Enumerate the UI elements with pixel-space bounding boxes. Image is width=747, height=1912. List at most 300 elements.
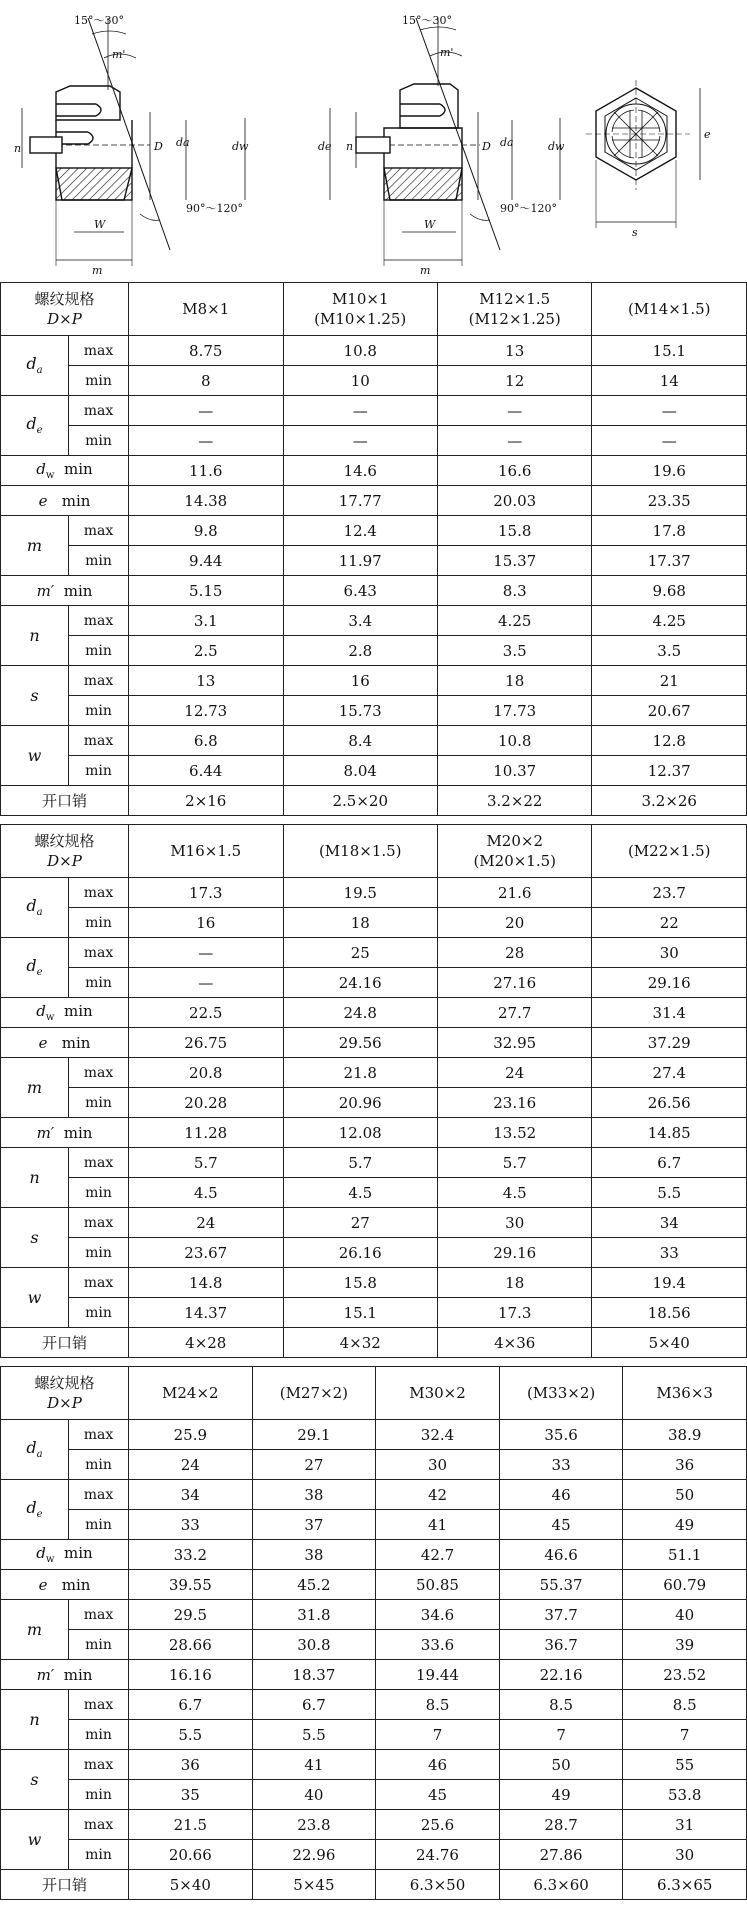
table-cell: — <box>283 426 437 456</box>
table-cell: 11.6 <box>129 456 283 486</box>
spec-header: M20×2 (M20×1.5) <box>437 825 591 878</box>
table-cell: 11.97 <box>283 546 437 576</box>
table-cell: 20.96 <box>283 1088 437 1118</box>
table-cell: 6.7 <box>592 1148 747 1178</box>
table-cell: 37 <box>252 1510 376 1540</box>
row-label-m: m <box>1 516 69 576</box>
table-cell: — <box>129 968 283 998</box>
table-cell: 31.4 <box>592 998 747 1028</box>
table-row <box>1 1208 747 1238</box>
sub-label: max <box>69 516 129 546</box>
table-cell: 24 <box>129 1208 283 1238</box>
table-cell: 30 <box>376 1450 500 1480</box>
sub-label: max <box>69 1058 129 1088</box>
table-cell: 17.3 <box>437 1298 591 1328</box>
table-cell: 20.67 <box>592 696 747 726</box>
table-cell: 53.8 <box>623 1780 747 1810</box>
table-cell: 36 <box>623 1450 747 1480</box>
row-label-dw: $d_w$ min <box>1 456 129 486</box>
row-label-da: $d_a$ <box>1 336 69 396</box>
sub-label: max <box>69 1480 129 1510</box>
table-cell: 37.29 <box>592 1028 747 1058</box>
sub-label: max <box>69 1268 129 1298</box>
table-cell: 38 <box>252 1480 376 1510</box>
table-cell: 21 <box>592 666 747 696</box>
table-cell: 26.16 <box>283 1238 437 1268</box>
table-cell: 46 <box>499 1480 623 1510</box>
spec-header: M30×2 <box>376 1367 500 1420</box>
table-cell: 20.03 <box>437 486 591 516</box>
sub-label: max <box>69 1690 129 1720</box>
table-cell: 49 <box>623 1510 747 1540</box>
table-cell: 34 <box>592 1208 747 1238</box>
table-cell: 5.7 <box>283 1148 437 1178</box>
table-cell: 19.44 <box>376 1660 500 1690</box>
table-cell: 22.16 <box>499 1660 623 1690</box>
table-cell: 29.16 <box>437 1238 591 1268</box>
table-cell: 2.5 <box>129 636 283 666</box>
table-cell: 8.4 <box>283 726 437 756</box>
table-cell: 45.2 <box>252 1570 376 1600</box>
table-row <box>1 1328 747 1358</box>
table-cell: 17.8 <box>592 516 747 546</box>
table-row <box>1 1750 747 1780</box>
table-cell: 8 <box>129 366 283 396</box>
spec-header: M24×2 <box>129 1367 253 1420</box>
table-cell: 18.56 <box>592 1298 747 1328</box>
header-label: 螺纹规格 D×P <box>1 1367 129 1420</box>
table-cell: 3.4 <box>283 606 437 636</box>
row-label-e: e min <box>1 486 129 516</box>
table-cell: 17.37 <box>592 546 747 576</box>
row-label-de: $d_e$ <box>1 938 69 998</box>
table-row <box>1 666 747 696</box>
table-cell: 4.5 <box>283 1178 437 1208</box>
table-cell: 26.75 <box>129 1028 283 1058</box>
table-cell: 14 <box>592 366 747 396</box>
table-cell: 5.5 <box>252 1720 376 1750</box>
table-row <box>1 878 747 908</box>
table-cell: 4.5 <box>129 1178 283 1208</box>
header-label <box>1 283 129 336</box>
row-label-m-prime: m′ min <box>1 576 129 606</box>
label-W-1: W <box>94 218 106 231</box>
table-row <box>1 1570 747 1600</box>
table-cell: 4.5 <box>437 1178 591 1208</box>
label-s-3: s <box>632 226 638 239</box>
table-cell: 29.5 <box>129 1600 253 1630</box>
table-cell: 24 <box>437 1058 591 1088</box>
table-row <box>1 1268 747 1298</box>
table-cell: 8.5 <box>376 1690 500 1720</box>
row-label-e: e min <box>1 1570 129 1600</box>
table-cell: 5×40 <box>592 1328 747 1358</box>
table-cell: 5.7 <box>129 1148 283 1178</box>
sub-label: min <box>69 756 129 786</box>
table-cell: 27.16 <box>437 968 591 998</box>
sub-label: min <box>69 636 129 666</box>
table-cell: 46.6 <box>499 1540 623 1570</box>
table-row <box>1 1810 747 1840</box>
table-cell: 2.5×20 <box>283 786 437 816</box>
table-cell: 33 <box>592 1238 747 1268</box>
table-cell: 12.8 <box>592 726 747 756</box>
row-label-s: s <box>1 1208 69 1268</box>
row-label-n: n <box>1 1690 69 1750</box>
table-row <box>1 1630 747 1660</box>
table-row <box>1 576 747 606</box>
table-cell: 18 <box>437 666 591 696</box>
table-row <box>1 908 747 938</box>
row-label-da: $d_a$ <box>1 1420 69 1480</box>
table-cell: 33.6 <box>376 1630 500 1660</box>
spec-header: M36×3 <box>623 1367 747 1420</box>
table-cell: 3.5 <box>437 636 591 666</box>
table-cell: 42.7 <box>376 1540 500 1570</box>
table-cell: 28.66 <box>129 1630 253 1660</box>
table-cell: 8.04 <box>283 756 437 786</box>
label-e-3: e <box>704 128 711 141</box>
table-cell: 17.73 <box>437 696 591 726</box>
table-cell: 27.86 <box>499 1840 623 1870</box>
spec-header: (M27×2) <box>252 1367 376 1420</box>
table-cell: 45 <box>376 1780 500 1810</box>
header-label: 螺纹规格 D×P <box>1 825 129 878</box>
table-cell: 9.68 <box>592 576 747 606</box>
table-row <box>1 1780 747 1810</box>
row-label-s: s <box>1 1750 69 1810</box>
table-cell: 13 <box>129 666 283 696</box>
table-row <box>1 336 747 366</box>
sub-label: min <box>69 426 129 456</box>
sub-label: min <box>69 1298 129 1328</box>
table-cell: 14.6 <box>283 456 437 486</box>
table-row <box>1 786 747 816</box>
table-row <box>1 1600 747 1630</box>
table-cell: 6.7 <box>129 1690 253 1720</box>
table-cell: 6.44 <box>129 756 283 786</box>
table-cell: 17.77 <box>283 486 437 516</box>
table-cell: 51.1 <box>623 1540 747 1570</box>
table-cell: 5.15 <box>129 576 283 606</box>
spec-table-3 <box>0 1366 747 1900</box>
table-cell: 19.6 <box>592 456 747 486</box>
table-cell: 35 <box>129 1780 253 1810</box>
table-row <box>1 636 747 666</box>
table-cell: 34.6 <box>376 1600 500 1630</box>
header-row <box>1 1367 747 1420</box>
table-cell: 23.52 <box>623 1660 747 1690</box>
table-cell: 7 <box>499 1720 623 1750</box>
table-cell: 36.7 <box>499 1630 623 1660</box>
label-n-1: n <box>14 142 22 155</box>
table-row <box>1 1840 747 1870</box>
table-cell: 23.8 <box>252 1810 376 1840</box>
table-cell: 7 <box>623 1720 747 1750</box>
table-cell: 36 <box>129 1750 253 1780</box>
table-cell: 23.7 <box>592 878 747 908</box>
table-cell: 24.8 <box>283 998 437 1028</box>
table-cell: 35.6 <box>499 1420 623 1450</box>
table-cell: 3.1 <box>129 606 283 636</box>
label-dw-2: dw <box>548 140 565 153</box>
table-row <box>1 998 747 1028</box>
row-label-dw: $d_w$ min <box>1 1540 129 1570</box>
row-label-n: n <box>1 606 69 666</box>
sub-label: min <box>69 1780 129 1810</box>
spec-header: (M22×1.5) <box>592 825 747 878</box>
table-cell: 14.37 <box>129 1298 283 1328</box>
table-cell: 12.73 <box>129 696 283 726</box>
sub-label: min <box>69 1088 129 1118</box>
table-cell: 15.8 <box>283 1268 437 1298</box>
table-cell: 2×16 <box>129 786 283 816</box>
table-row <box>1 1510 747 1540</box>
sub-label: max <box>69 606 129 636</box>
sub-label: max <box>69 1750 129 1780</box>
table-cell: 9.44 <box>129 546 283 576</box>
table-row <box>1 1178 747 1208</box>
label-W-2: W <box>424 218 436 231</box>
table-row <box>1 696 747 726</box>
table-cell: 29.1 <box>252 1420 376 1450</box>
table-cell: 16.16 <box>129 1660 253 1690</box>
table-cell: 28.7 <box>499 1810 623 1840</box>
table-cell: 24 <box>129 1450 253 1480</box>
table-cell: 17.3 <box>129 878 283 908</box>
table-cell: 20.66 <box>129 1840 253 1870</box>
table-cell: 10.8 <box>437 726 591 756</box>
table-row <box>1 1720 747 1750</box>
sub-label: min <box>69 1840 129 1870</box>
table-cell: 55 <box>623 1750 747 1780</box>
spec-header: M8×1 <box>129 283 283 336</box>
label-m-prime-2: m' <box>440 46 454 59</box>
table-cell: — <box>437 396 591 426</box>
label-angle-bottom-1: 90°～120° <box>186 202 243 215</box>
table-row <box>1 1690 747 1720</box>
table-row <box>1 486 747 516</box>
table-cell: 33 <box>129 1510 253 1540</box>
label-m-prime-1: m' <box>112 48 126 61</box>
table-row <box>1 1480 747 1510</box>
label-m-2: m <box>420 264 431 277</box>
table-cell: 42 <box>376 1480 500 1510</box>
spec-header: (M18×1.5) <box>283 825 437 878</box>
table-cell: 41 <box>376 1510 500 1540</box>
nut-drawings <box>0 0 747 280</box>
sub-label: min <box>69 546 129 576</box>
table-cell: 38 <box>252 1540 376 1570</box>
table-cell: 8.5 <box>499 1690 623 1720</box>
sub-label: max <box>69 1420 129 1450</box>
row-label-de: $d_e$ <box>1 1480 69 1540</box>
sub-label: min <box>69 968 129 998</box>
row-label-w: w <box>1 1268 69 1328</box>
table-cell: 27 <box>252 1450 376 1480</box>
table-cell: 14.85 <box>592 1118 747 1148</box>
table-row <box>1 396 747 426</box>
table-cell: 6.3×50 <box>376 1870 500 1900</box>
table-cell: 27 <box>283 1208 437 1238</box>
table-cell: 16 <box>129 908 283 938</box>
table-cell: 6.43 <box>283 576 437 606</box>
table-cell: 11.28 <box>129 1118 283 1148</box>
row-label-m-prime: m′ min <box>1 1660 129 1690</box>
table-cell: 4×32 <box>283 1328 437 1358</box>
row-label-m: m <box>1 1600 69 1660</box>
sub-label: max <box>69 396 129 426</box>
table-cell: 38.9 <box>623 1420 747 1450</box>
table-row <box>1 546 747 576</box>
table-cell: 55.37 <box>499 1570 623 1600</box>
header-row <box>1 825 747 878</box>
table-cell: 2.8 <box>283 636 437 666</box>
spec-header: (M33×2) <box>499 1367 623 1420</box>
table-row <box>1 968 747 998</box>
row-label-w: w <box>1 726 69 786</box>
sub-label: min <box>69 1510 129 1540</box>
row-label-w: w <box>1 1810 69 1870</box>
table-cell: 20.8 <box>129 1058 283 1088</box>
table-row <box>1 1148 747 1178</box>
sub-label: min <box>69 908 129 938</box>
table-cell: 5×40 <box>129 1870 253 1900</box>
table-row <box>1 1660 747 1690</box>
drawing-top-view <box>586 80 700 228</box>
table-cell: 28 <box>437 938 591 968</box>
table-cell: 18.37 <box>252 1660 376 1690</box>
table-cell: 5.5 <box>129 1720 253 1750</box>
table-cell: 12.4 <box>283 516 437 546</box>
row-label-e: e min <box>1 1028 129 1058</box>
table-row <box>1 1298 747 1328</box>
table-cell: 22 <box>592 908 747 938</box>
table-cell: 6.3×60 <box>499 1870 623 1900</box>
table-cell: 4×36 <box>437 1328 591 1358</box>
sub-label: min <box>69 366 129 396</box>
table-cell: 7 <box>376 1720 500 1750</box>
row-label-pin: 开口销 <box>1 1328 129 1358</box>
sub-label: max <box>69 878 129 908</box>
label-dw-1: dw <box>232 140 249 153</box>
table-row <box>1 1450 747 1480</box>
table-cell: — <box>437 426 591 456</box>
sub-label: max <box>69 336 129 366</box>
table-cell: 5.5 <box>592 1178 747 1208</box>
table-row <box>1 1420 747 1450</box>
table-row <box>1 1058 747 1088</box>
table-row <box>1 1088 747 1118</box>
table-cell: 30 <box>437 1208 591 1238</box>
table-cell: 25.6 <box>376 1810 500 1840</box>
table-cell: 60.79 <box>623 1570 747 1600</box>
table-cell: 21.8 <box>283 1058 437 1088</box>
sub-label: min <box>69 696 129 726</box>
table-cell: 27.7 <box>437 998 591 1028</box>
table-cell: 50.85 <box>376 1570 500 1600</box>
label-angle-top-2: 15°～30° <box>402 14 452 27</box>
table-cell: 18 <box>283 908 437 938</box>
sub-label: max <box>69 1208 129 1238</box>
table-cell: 26.56 <box>592 1088 747 1118</box>
table-row <box>1 1540 747 1570</box>
spec-header: M12×1.5 (M12×1.25) <box>437 283 591 336</box>
table-row <box>1 456 747 486</box>
table-cell: 15.73 <box>283 696 437 726</box>
table-cell: 12.37 <box>592 756 747 786</box>
table-cell: 45 <box>499 1510 623 1540</box>
row-label-pin: 开口销 <box>1 786 129 816</box>
table-cell: 16.6 <box>437 456 591 486</box>
sub-label: max <box>69 1810 129 1840</box>
table-cell: 39 <box>623 1630 747 1660</box>
table-cell: 31.8 <box>252 1600 376 1630</box>
sub-label: max <box>69 666 129 696</box>
table-cell: 24.16 <box>283 968 437 998</box>
label-da-1: da <box>176 136 190 149</box>
sub-label: max <box>69 726 129 756</box>
table-cell: 33 <box>499 1450 623 1480</box>
table-cell: 13 <box>437 336 591 366</box>
table-row <box>1 426 747 456</box>
table-cell: 22.96 <box>252 1840 376 1870</box>
table-cell: 29.16 <box>592 968 747 998</box>
table-row <box>1 1118 747 1148</box>
table-cell: 19.5 <box>283 878 437 908</box>
table-cell: 10 <box>283 366 437 396</box>
label-angle-bottom-2: 90°～120° <box>500 202 557 215</box>
table-cell: 27.4 <box>592 1058 747 1088</box>
table-cell: 33.2 <box>129 1540 253 1570</box>
sub-label: min <box>69 1450 129 1480</box>
table-cell: 14.38 <box>129 486 283 516</box>
table-cell: 15.37 <box>437 546 591 576</box>
sub-label: max <box>69 938 129 968</box>
table-cell: 12 <box>437 366 591 396</box>
spec-header: M16×1.5 <box>129 825 283 878</box>
table-cell: 5×45 <box>252 1870 376 1900</box>
table-cell: 10.37 <box>437 756 591 786</box>
table-row <box>1 1870 747 1900</box>
table-cell: 6.8 <box>129 726 283 756</box>
spec-table-2 <box>0 824 747 1358</box>
spec-label-dp: D×P <box>47 310 82 328</box>
table-cell: 21.6 <box>437 878 591 908</box>
table-cell: 8.3 <box>437 576 591 606</box>
table-row <box>1 516 747 546</box>
table-cell: — <box>129 396 283 426</box>
label-D-1: D <box>154 140 163 153</box>
table-cell: — <box>129 938 283 968</box>
sub-label: min <box>69 1720 129 1750</box>
table-row <box>1 366 747 396</box>
sub-label: max <box>69 1148 129 1178</box>
table-cell: 49 <box>499 1780 623 1810</box>
label-m-1: m <box>92 264 103 277</box>
table-cell: 22.5 <box>129 998 283 1028</box>
row-label-da: $d_a$ <box>1 878 69 938</box>
table-cell: 3.2×26 <box>592 786 747 816</box>
table-row <box>1 726 747 756</box>
row-label-de: $d_e$ <box>1 396 69 456</box>
row-label-m-prime: m′ min <box>1 1118 129 1148</box>
table-cell: 16 <box>283 666 437 696</box>
table-row <box>1 606 747 636</box>
row-label-n: n <box>1 1148 69 1208</box>
table-cell: — <box>592 426 747 456</box>
table-cell: 15.8 <box>437 516 591 546</box>
